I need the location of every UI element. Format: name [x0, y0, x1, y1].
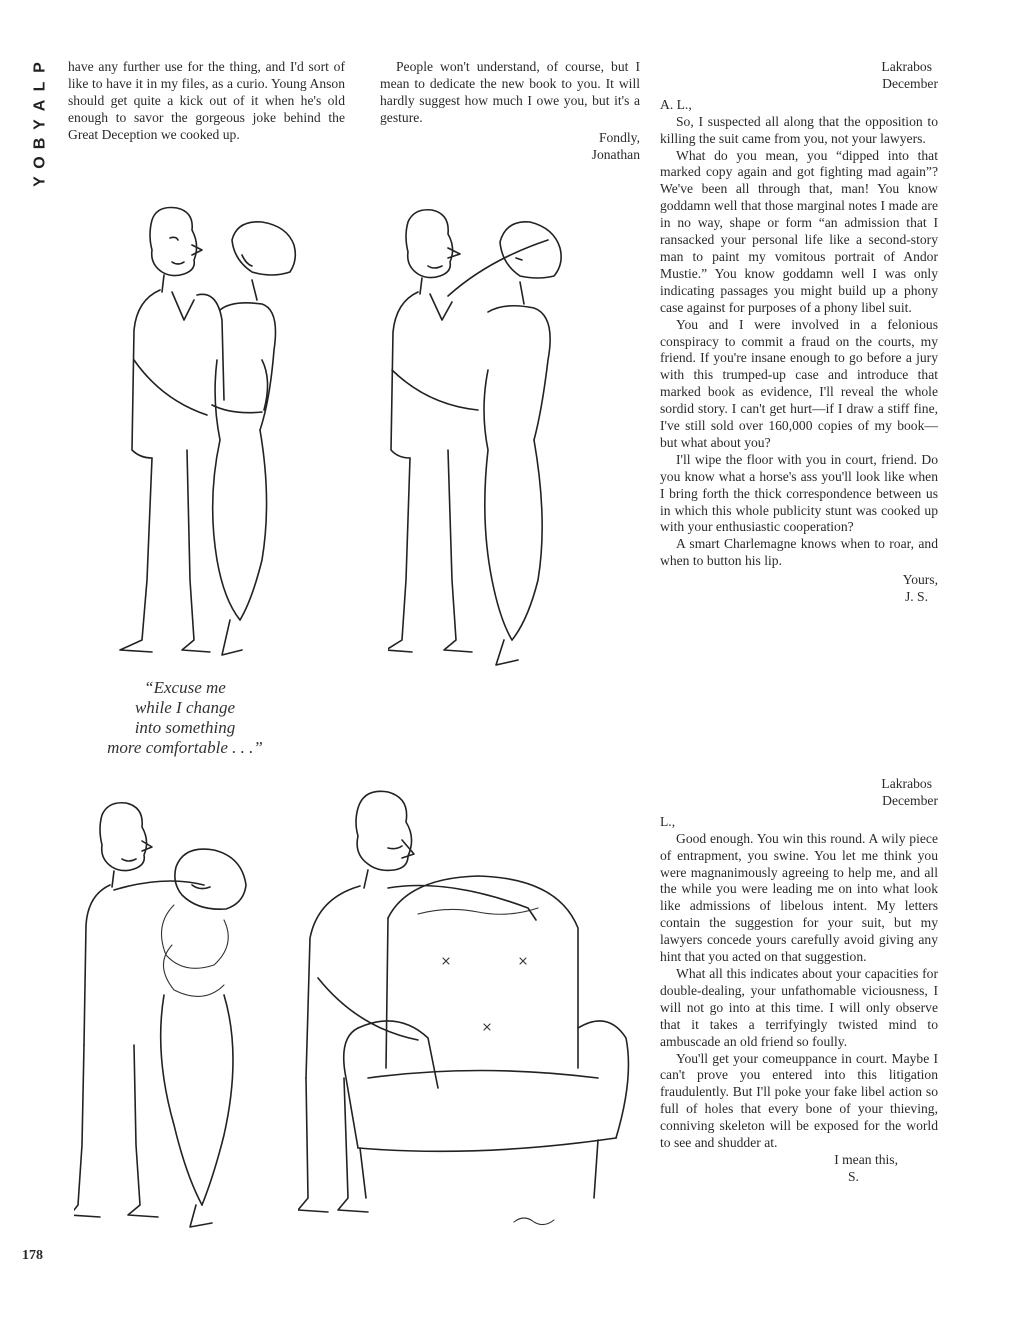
letter1-paragraph: What do you mean, you “dipped into that marked copy again and got fighting mad again”? We've been all through that, man! You know goddamn well that those marginal notes I made are in no way, shape or form “an admission that I ransacked your personal life like a second-story man to paint my vomitous portrait of Andor Mustie.” You know goddamn well I was only indicating passages you might build up a phony case against for purposes of a phony libel suit. — [660, 147, 938, 315]
woman-figure — [212, 222, 295, 655]
letter-1-signature: J. S. — [904, 589, 928, 605]
letter-2-closing: I mean this, — [834, 1151, 898, 1167]
letter-1 — [660, 59, 938, 606]
letter2-paragraph: Good enough. You win this round. A wily piece of entrapment, you swine. You let me think you were magnanimously agreeing to help me, and all the while you were leading me on into what look like admissions of libelous intent. My letters contain the suggestion for your suit, but my lawyers concede yours carefully avoid giving any hint that you acted on that suggestion. — [660, 830, 938, 965]
letter-2-date: December — [882, 792, 938, 808]
cartoon-panel-embrace-1 — [112, 200, 362, 670]
column-2-text: People won't understand, of course, but I mean to dedicate the new book to you. It will hardly suggest how much I owe you, but it's a gesture. — [380, 59, 640, 125]
letter-1-closing: Yours, — [902, 572, 938, 588]
letter-2-signature: S. — [848, 1168, 859, 1184]
artist-signature — [514, 1218, 554, 1225]
magazine-sidebar-title — [30, 58, 50, 191]
page-number: 178 — [22, 1248, 43, 1263]
letter-2 — [660, 776, 938, 1186]
column-1 — [68, 59, 345, 144]
cartoon-panel-embrace-2 — [388, 200, 608, 670]
column-1-text: have any further use for the thing, and I'd sort of like to have it in my files, as a curio. Young Anson should get quite a kick out of it when he's old enough to savor the gorgeous joke behind the Great Deception we cooked up. — [68, 59, 345, 142]
cartoon-panel-embrace-3 — [74, 795, 264, 1235]
cartoon-panel-armchair — [298, 778, 638, 1248]
letter-2-place: Lakrabos — [881, 776, 932, 791]
sidebar-letter: B — [31, 137, 49, 150]
sidebar-letter: P — [31, 62, 49, 73]
caption-line-2: while I change — [134, 698, 236, 717]
armchair — [344, 876, 629, 1198]
letter-1-place: Lakrabos — [881, 59, 932, 74]
man-figure — [74, 803, 204, 1217]
letter1-paragraph: So, I suspected all along that the opposition to killing the suit came from you, not your lawyers. — [660, 113, 938, 146]
sidebar-letter: Y — [31, 176, 49, 187]
caption-line-4: more comfortable . . .” — [107, 738, 263, 757]
letter-1-date: December — [882, 75, 938, 91]
letter-2-salutation: L., — [660, 813, 676, 829]
letter-1-body — [660, 114, 938, 570]
sidebar-letter: O — [31, 156, 49, 169]
letter2-paragraph: What all this indicates about your capacities for double-dealing, your unfathomable viciousness, I will not go into at this time. I will only observe that it takes a terrifyingly twisted mind to ambuscade an old friend so foully. — [660, 965, 938, 1049]
letter-2-body — [660, 831, 938, 1152]
sidebar-letter: L — [31, 81, 49, 92]
column-2-closing: Fondly, — [598, 129, 640, 145]
man-figure — [120, 208, 224, 653]
cartoon-caption — [60, 678, 310, 758]
caption-line-1: “Excuse me — [144, 678, 226, 697]
caption-line-3: into something — [134, 718, 236, 737]
letter1-paragraph: You and I were involved in a felonious conspiracy to commit a fraud on the courts, my friend. If you're insane enough to go before a jury with this trumped-up case and introduce that marked book as evidence, I'll reveal the whole sordid story. I can't get hurt—if I draw a stiff fine, I've still sold over 160,000 copies of my book—but what about you? — [660, 316, 938, 450]
sidebar-letter: Y — [31, 119, 49, 130]
letter1-paragraph: A smart Charlemagne knows when to roar, and when to button his lip. — [660, 536, 938, 569]
column-2-signature: Jonathan — [591, 146, 640, 162]
woman-figure — [484, 222, 561, 665]
letter2-paragraph: You'll get your comeuppance in court. Maybe I can't prove you entered into this litigation fraudulently. But I'll poke your fake libel action so full of holes that every bone of your thieving, conniving skeleton will be exposed for the world to see and shudder at. — [660, 1050, 938, 1151]
letter-1-salutation: A. L., — [660, 96, 692, 112]
woman-figure — [161, 849, 246, 1227]
column-2 — [380, 59, 640, 163]
letter1-paragraph: I'll wipe the floor with you in court, friend. Do you know what a horse's ass you'll look like when I bring forth the thick correspondence between us in which this whole publicity stunt was cooked up with your enthusiastic cooperation? — [660, 451, 938, 535]
sidebar-letter: A — [31, 99, 49, 112]
